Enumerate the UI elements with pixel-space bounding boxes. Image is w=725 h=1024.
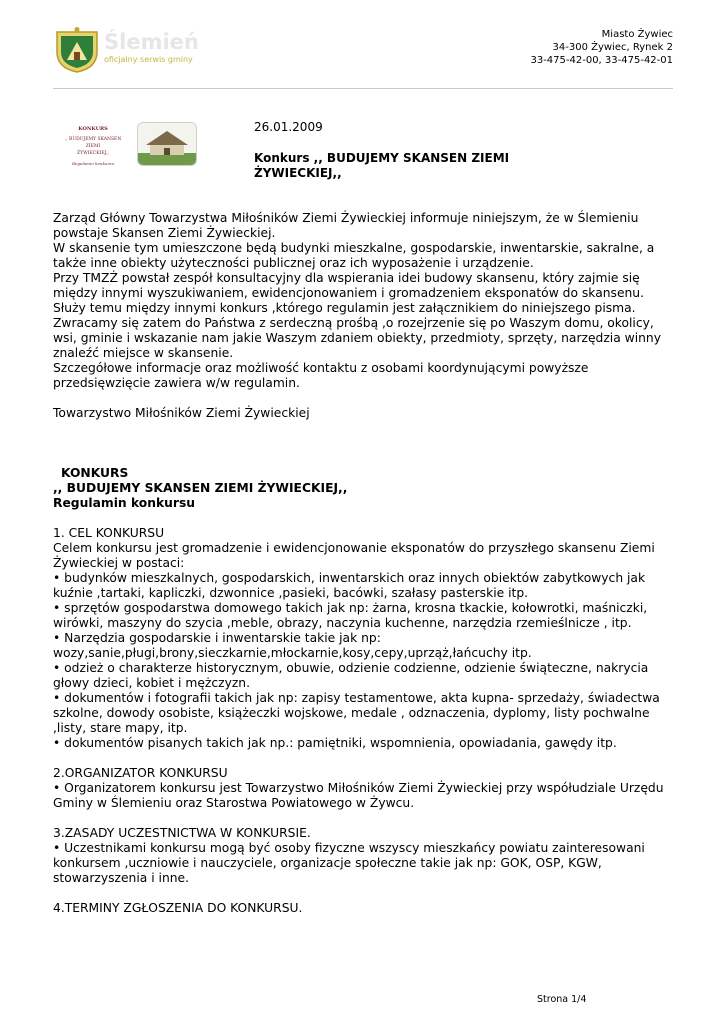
address-city: Miasto Żywiec <box>601 29 673 40</box>
section-title: 4.TERMINY ZGŁOSZENIA DO KONKURSU. <box>53 901 303 915</box>
intro-paragraph: Zwracamy się zatem do Państwa z serdeczną prośbą ,o rozejrzenie się po Waszym domu, okolicy, wsi, gminie i wskazanie nam jakie Waszym zdaniem obiekty, przedmioty, sprzęty, narzędzia winny znaleźć miejsce w skansenie. <box>53 316 661 360</box>
thumb-line: ŻYWIECKIEJ,, <box>76 151 110 156</box>
regulations-heading-subtitle: Regulamin konkursu <box>53 496 196 510</box>
thumb-line: Regulamin konkursu <box>71 161 115 166</box>
intro-paragraph: Przy TMZŻ powstał zespół konsultacyjny dla wspierania idei budowy skansenu, który zajmie się między innymi wyszukiwaniem, ewidencjonowaniem i gromadzeniem eksponatów do skansenu. <box>53 271 645 300</box>
section-text: Celem konkursu jest gromadzenie i ewidencjonowanie eksponatów do przyszłego skansenu Ziemi Żywieckiej w postaci: <box>53 541 655 570</box>
section-text: • Uczestnikami konkursu mogą być osoby fizyczne wszyscy mieszkańcy powiatu zainteresowani konkursem ,uczniowie i nauczyciele, organizacje społeczne takie jak np: GOK, OSP, KGW, stowarzyszenia i inne. <box>53 841 645 885</box>
intro-paragraph: Zarząd Główny Towarzystwa Miłośników Ziemi Żywieckiej informuje niniejszym, że w Ślemieniu powstaje Skansen Ziemi Żywieckiej. <box>53 211 639 240</box>
list-item: • dokumentów pisanych takich jak np.: pamiętniki, wspomnienia, opowiadania, gawędy itp. <box>53 736 617 750</box>
address-phones: 33-475-42-00, 33-475-42-01 <box>530 55 673 66</box>
skansen-building-thumbnail[interactable] <box>137 122 197 166</box>
section-title: 2.ORGANIZATOR KONKURSU <box>53 766 228 780</box>
announcement-title: Konkurs ,, BUDUJEMY SKANSEN ZIEMI ŻYWIECKIEJ,, <box>254 151 510 180</box>
intro-paragraph: Szczegółowe informacje oraz możliwość kontaktu z osobami koordynującymi powyższe przedsięwzięcie zawiera w/w regulamin. <box>53 361 589 390</box>
address-street: 34-300 Żywiec, Rynek 2 <box>552 42 673 53</box>
list-item: • budynków mieszkalnych, gospodarskich, inwentarskich oraz innych obiektów zabytkowych jak kuźnie ,tartaki, kapliczki, dzwonnice ,pasieki, bacówki, szałasy pasterskie itp. <box>53 571 646 600</box>
section-title: 3.ZASADY UCZESTNICTWA W KONKURSIE. <box>53 826 311 840</box>
site-subtitle: oficjalny serwis gminy <box>104 55 193 64</box>
list-item: • odzież o charakterze historycznym, obuwie, odzienie codzienne, odzienie świąteczne, nakrycia głowy dzieci, kobiet i mężczyzn. <box>53 661 649 690</box>
page-number: Strona 1/4 <box>537 994 587 1005</box>
header-divider <box>53 88 673 89</box>
list-item: • sprzętów gospodarstwa domowego takich jak np: żarna, krosna tkackie, kołowrotki, maśniczki, wirówki, maszyny do szycia ,meble, obrazy, naczynia kuchenne, narzędzia rzemieślnicze , itp. <box>53 601 648 630</box>
regulations-thumbnail[interactable] <box>57 120 129 166</box>
announcement-date: 26.01.2009 <box>254 120 323 134</box>
section-text: • Organizatorem konkursu jest Towarzystwo Miłośników Ziemi Żywieckiej przy współudziale Urzędu Gminy w Ślemieniu oraz Starostwa Powiatowego w Żywcu. <box>53 781 664 810</box>
list-item: • dokumentów i fotografii takich jak np: zapisy testamentowe, akta kupna- sprzedaży, świadectwa szkolne, dowody osobiste, książeczki wojskowe, medale , odznaczenia, dyplomy, listy pochwalne ,listy, stare mapy, itp. <box>53 691 660 735</box>
section-title: 1. CEL KONKURSU <box>53 526 165 540</box>
intro-paragraph: W skansenie tym umieszczone będą budynki mieszkalne, gospodarskie, inwentarskie, sakralne, a także inne obiekty użyteczności publicznej oraz ich wyposażenie i urządzenie. <box>53 241 655 270</box>
coat-of-arms-logo[interactable] <box>53 26 101 74</box>
site-name[interactable]: Ślemień <box>104 30 199 54</box>
contact-address <box>530 28 673 67</box>
thumb-line: KONKURS <box>78 126 108 132</box>
regulations-heading-title: ,, BUDUJEMY SKANSEN ZIEMI ŻYWIECKIEJ,, <box>53 481 348 495</box>
thumb-line: ,, BUDUJEMY SKANSEN ZIEMI <box>64 137 122 149</box>
document-body <box>53 211 678 916</box>
regulations-heading-konkurs: KONKURS <box>61 466 129 480</box>
signature: Towarzystwo Miłośników Ziemi Żywieckiej <box>53 406 310 420</box>
list-item: • Narzędzia gospodarskie i inwentarskie takie jak np: wozy,sanie,pługi,brony,sieczkarnie,młockarnie,kosy,cepy,uprząż,łańcuchy itp. <box>53 631 532 660</box>
intro-paragraph: Służy temu między innymi konkurs ,którego regulamin jest załącznikiem do niniejszego pisma. <box>53 301 636 315</box>
